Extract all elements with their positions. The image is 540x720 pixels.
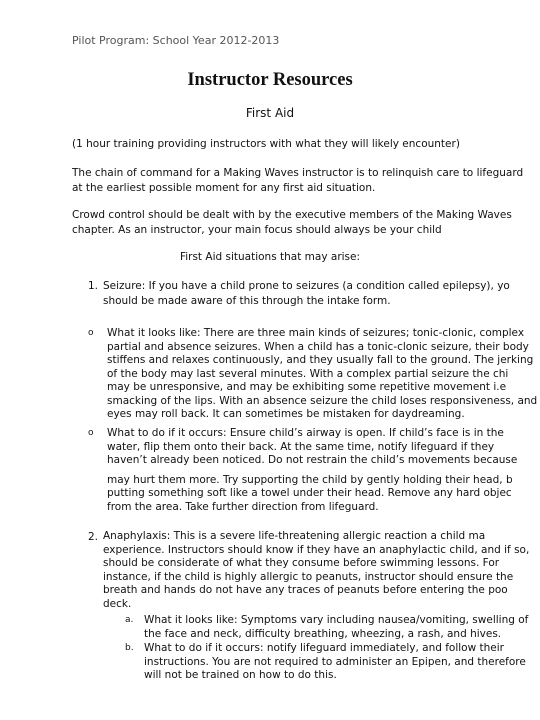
bullet-what-it-looks-like xyxy=(107,327,540,422)
sub-label: b. xyxy=(125,643,134,653)
item-line: should be made aware of this through the intake form. xyxy=(103,294,391,307)
sub-line: What it looks like: Symptoms vary including nausea/vomiting, swelling of xyxy=(144,614,529,626)
bullet-line: stiffens and relaxes continuously, and they usually fall to the ground. The jerking xyxy=(107,354,534,366)
chain-of-command-paragraph xyxy=(72,166,532,196)
sub-line: What to do if it occurs: notify lifeguard immediately, and follow their xyxy=(144,642,504,654)
bullet-line: may be unresponsive, and may be exhibiting some repetitive movement i.e xyxy=(107,381,507,393)
bullet-line: putting something soft like a towel under their head. Remove any hard objec xyxy=(107,487,512,499)
bullet-line: of the body may last several minutes. With a complex partial seizure the chi xyxy=(107,367,509,380)
section-subtitle: First Aid xyxy=(245,106,295,120)
page-title: Instructor Resources xyxy=(187,70,353,90)
bullet-line: partial and absence seizures. When a child has a tonic-clonic seizure, their body xyxy=(107,340,529,353)
sub-line: instructions. You are not required to administer an Epipen, and therefore xyxy=(144,655,526,668)
bullet-marker: o xyxy=(88,428,94,438)
bullet-line: may hurt them more. Try supporting the child by gently holding their head, b xyxy=(107,473,513,486)
sub-line: will not be trained on how to do this. xyxy=(144,669,337,681)
item-line: Anaphylaxis: This is a severe life-threatening allergic reaction a child ma xyxy=(103,530,486,542)
crowd-line: Crowd control should be dealt with by the executive members of the Making Waves xyxy=(72,209,512,221)
item-line: breath and hands do not have any traces of peanuts before entering the poo xyxy=(103,584,508,596)
bullet-marker: o xyxy=(88,328,94,338)
item-line: Seizure: If you have a child prone to seizures (a condition called epilepsy), yo xyxy=(103,280,510,292)
bullet-what-to-do xyxy=(107,427,540,514)
item-line: deck. xyxy=(103,597,132,610)
page-header: Pilot Program: School Year 2012-2013 xyxy=(72,34,280,47)
bullet-line: smacking of the lips. With an absence seizure the child loses responsiveness, and xyxy=(107,394,538,407)
crowd-control-paragraph xyxy=(72,208,532,238)
item-line: instance, if the child is highly allergic to peanuts, instructor should ensure the xyxy=(103,570,514,583)
bullet-line: water, flip them onto their back. At the same time, notify lifeguard if they xyxy=(107,440,495,453)
bullet-line: haven’t already been noticed. Do not restrain the child’s movements because xyxy=(107,454,518,466)
situations-heading: First Aid situations that may arise: xyxy=(179,251,361,263)
sub-label: a. xyxy=(125,615,134,625)
list-number: 2. xyxy=(88,531,99,543)
crowd-line: chapter. As an instructor, your main focus should always be your child xyxy=(72,224,442,236)
chain-line: at the earliest possible moment for any first aid situation. xyxy=(72,182,376,194)
item-line: should be considerate of what they consume before swimming lessons. For xyxy=(103,557,500,569)
list-number: 1. xyxy=(88,280,99,292)
bullet-line: from the area. Take further direction from lifeguard. xyxy=(107,500,379,513)
chain-line: The chain of command for a Making Waves instructor is to relinquish care to lifeguard xyxy=(72,167,524,179)
bullet-line: eyes may roll back. It can sometimes be mistaken for daydreaming. xyxy=(107,408,465,420)
sub-line: the face and neck, difficulty breathing, wheezing, a rash, and hives. xyxy=(144,627,502,640)
bullet-line: What it looks like: There are three main kinds of seizures; tonic-clonic, complex xyxy=(107,327,525,339)
intro-paragraph: (1 hour training providing instructors with what they will likely encounter) xyxy=(72,138,460,150)
item-line: experience. Instructors should know if they have an anaphylactic child, and if so, xyxy=(103,543,530,556)
bullet-line: What to do if it occurs: Ensure child’s airway is open. If child’s face is in the xyxy=(107,427,504,439)
